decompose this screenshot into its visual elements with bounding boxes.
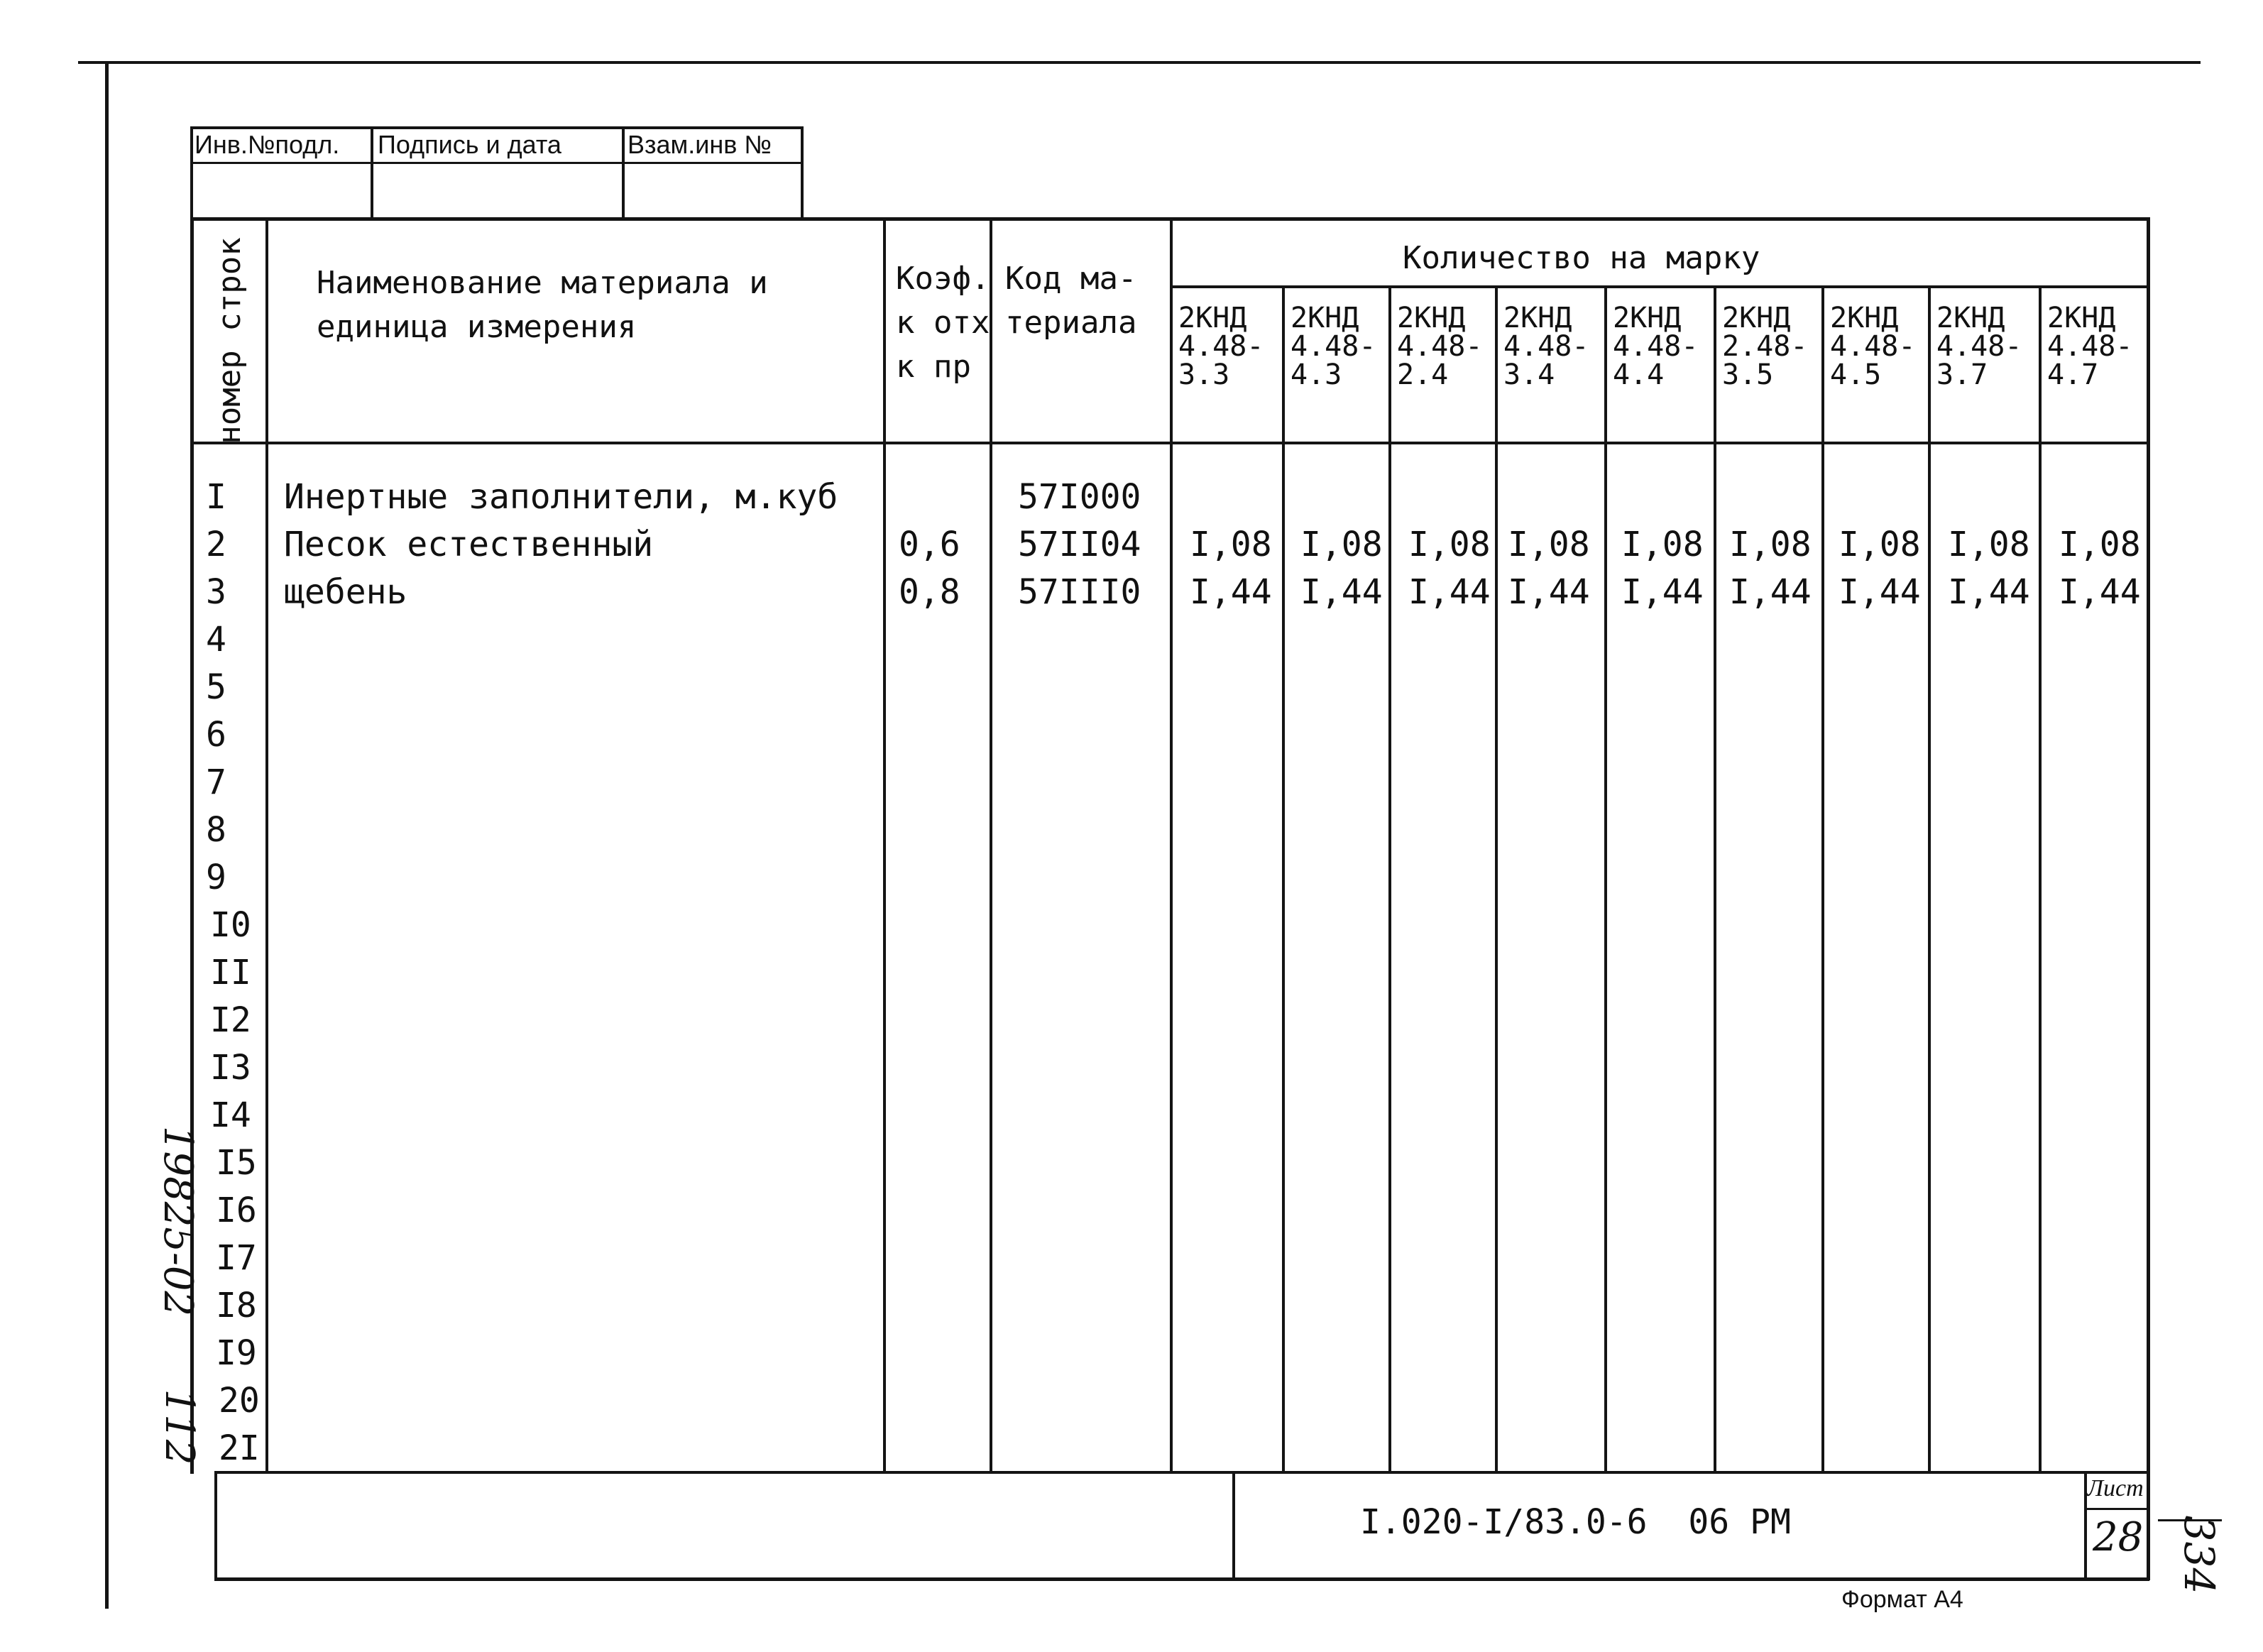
quantity-value: I,08 [1508,525,1590,564]
row-number: 9 [206,858,226,897]
mark-header: 2КНД 4.48- 3.4 [1503,302,1589,391]
quantity-value: I,44 [1508,572,1590,612]
quantity-value: I,44 [2059,572,2141,612]
inventory-number-handwritten: 19825-02 [155,1125,201,1317]
row-number: 7 [206,762,226,802]
material-code: 57II04 [1018,525,1141,564]
row-number: I2 [210,1000,251,1040]
top-border [78,61,2201,64]
header-material-code: Код ма- териала [1005,261,1137,341]
stamp-sign-label: Подпись и дата [378,130,561,159]
row-number: I7 [216,1238,257,1278]
quantity-value: I,08 [1408,525,1491,564]
material-name: щебень [284,572,407,612]
mark-header: 2КНД 4.48- 4.4 [1613,302,1699,391]
page-number-handwritten: 334 [2175,1515,2223,1594]
row-number: I6 [216,1191,257,1230]
row-number: I [206,477,226,517]
sheet-handwritten: 112 [156,1389,202,1465]
quantity-value: I,44 [1621,572,1704,612]
row-number: I9 [216,1333,257,1373]
quantity-value: I,44 [1948,572,2030,612]
header-quantity: Количество на марку [1403,240,1760,276]
quantity-value: I,44 [1408,572,1491,612]
header-row-number: номер строк [212,237,248,444]
material-name: Инертные заполнители, м.куб [284,477,838,517]
row-number: 2I [219,1428,260,1468]
row-number: 3 [206,572,226,612]
quantity-value: I,08 [1948,525,2030,564]
document-code: I.020-I/83.0-6 06 РМ [1360,1502,1791,1542]
quantity-value: I,08 [1621,525,1704,564]
material-coef: 0,6 [899,525,960,564]
header-material-name: Наименование материала и единица измерения [317,265,768,345]
mark-header: 2КНД 4.48- 4.3 [1291,302,1376,391]
quantity-value: I,44 [1729,572,1812,612]
quantity-value: I,44 [1300,572,1383,612]
row-number: 20 [219,1381,260,1421]
mark-header: 2КНД 4.48- 2.4 [1397,302,1483,391]
row-number: I5 [216,1143,257,1183]
stamp-inv-label: Инв.№подл. [194,130,340,159]
quantity-value: I,08 [1300,525,1383,564]
row-number: II [210,953,251,992]
row-number: 8 [206,810,226,850]
quantity-value: I,08 [1839,525,1921,564]
row-number: I8 [216,1286,257,1325]
quantity-value: I,44 [1839,572,1921,612]
row-number: I3 [210,1048,251,1088]
mark-header: 2КНД 4.48- 4.7 [2047,302,2133,391]
material-code: 57III0 [1018,572,1141,612]
row-number: 5 [206,667,226,707]
header-coefficient: Коэф. к отх к пр [896,261,990,385]
row-number: I4 [210,1095,251,1135]
quantity-value: I,44 [1190,572,1272,612]
row-number: I0 [210,905,251,945]
mark-header: 2КНД 4.48- 3.3 [1178,302,1264,391]
material-name: Песок естественный [284,525,654,564]
mark-header: 2КНД 4.48- 3.7 [1936,302,2022,391]
material-code: 57I000 [1018,477,1141,517]
stamp-vzam-label: Взам.инв № [628,130,772,159]
row-number: 6 [206,715,226,755]
mark-header: 2КНД 4.48- 4.5 [1830,302,1916,391]
sheet-number: 28 [2093,1514,2144,1560]
left-border [105,61,109,1609]
sheet-label: Лист [2087,1475,2144,1501]
material-coef: 0,8 [899,572,960,612]
quantity-value: I,08 [1190,525,1272,564]
mark-header: 2КНД 2.48- 3.5 [1722,302,1808,391]
row-number: 4 [206,620,226,660]
row-number: 2 [206,525,226,564]
format-label: Формат А4 [1841,1586,1963,1613]
quantity-value: I,08 [2059,525,2141,564]
quantity-value: I,08 [1729,525,1812,564]
